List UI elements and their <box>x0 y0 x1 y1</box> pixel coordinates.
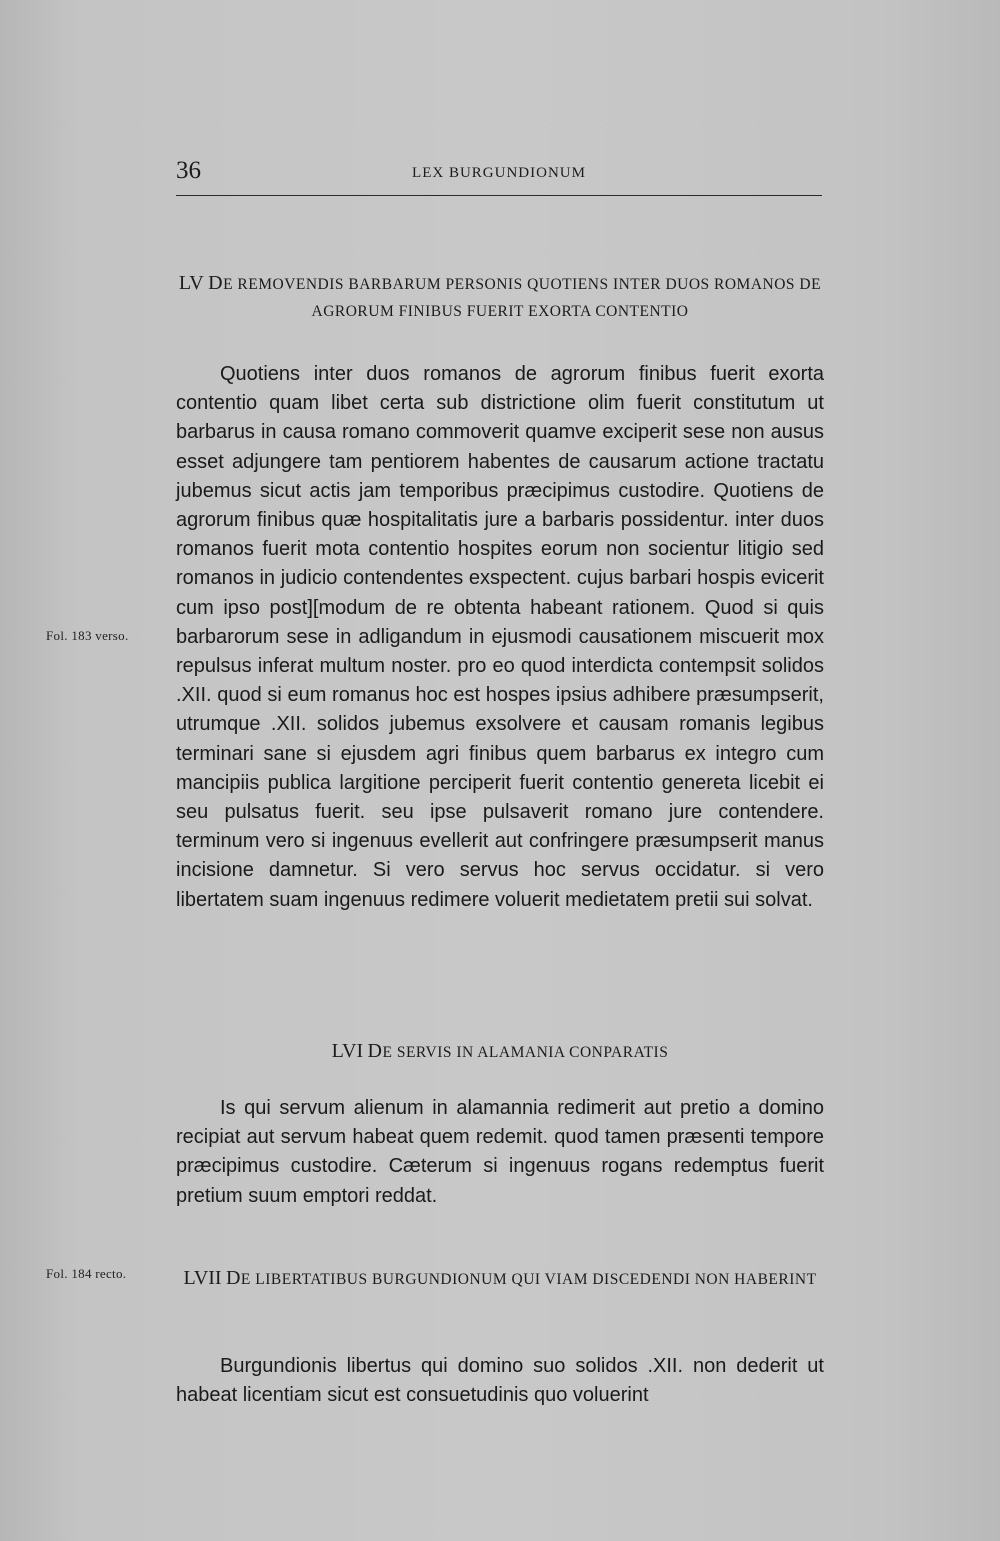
page-number: 36 <box>176 157 201 184</box>
section-heading-lv <box>176 270 824 325</box>
folio-note-184-recto: Fol. 184 recto. <box>46 1266 127 1281</box>
running-title: LEX BURGUNDIONUM <box>412 165 586 181</box>
section-title-initial: D <box>367 1040 383 1062</box>
section-text-lvi: Is qui servum alienum in alamannia redimerit aut pretio a domino recipiat aut servum habeat quem redemit. quod tamen præsenti tempore præcipimus custodire. Cæterum si ingenuus rogans redemptus fuerit pretium suum emptori reddat. <box>176 1097 824 1207</box>
section-text-lv: Quotiens inter duos romanos de agrorum finibus fuerit exorta contentio quam libet certa sub districtione olim fuerit constitutum ut barbarus in causa romano commoverit quamve exciperit sese non ausus esset adjungere tam pentiorem habentes de causarum actione tractatu jubemus sicut actis jam temporibus præcipimus custodire. Quotiens de agrorum finibus quæ hospitalitatis jure a barbaris possidentur. inter duos romanos fuerit mota contentio hospites eorum non socientur litigio sed romanos in judicio contendentes exspectent. cujus barbari hospis evicerit cum ipso post][modum de re obtenta habeant rationem. Quod si quis barbarorum sese in adligandum in ejusmodi causationem miscuerit mox repulsus inferat multum noster. pro eo quod interdicta contempsit solidos .XII. quod si eum romanus hoc est hospes ipsius adhibere præsumpserit, utrumque .XII. solidos jubemus exsolvere et causam romanis legibus terminari sane si ejusdem agri finibus quem barbarus ex integro cum mancipiis publica largitione perciperit fuerit contentio genereta licebit ei seu pulsatus fuerit. seu ipse pulsaverit romano jure contendere. terminum vero si ingenuus evellerit aut confringere præsumpserit manus incisione damnetur. Si vero servus hoc servus occidatur. si vero libertatem suam ingenuus redimere voluerit medietatem pretii sui solvat. <box>176 363 824 911</box>
section-text-lvii: Burgundionis libertus qui domino suo solidos .XII. non dederit ut habeat licentiam sicut est consuetudinis quo voluerint <box>176 1355 824 1407</box>
folio-note-183-verso: Fol. 183 verso. <box>46 628 129 643</box>
section-title: E LIBERTATIBUS BURGUNDIONUM QUI VIAM DISCEDENDI NON HABERINT <box>240 1271 817 1288</box>
section-heading-lvi <box>176 1038 824 1066</box>
section-title-initial: D <box>225 1267 241 1289</box>
page-header <box>176 155 822 196</box>
section-number: LVII <box>183 1267 222 1289</box>
section-title-initial: D <box>208 272 224 294</box>
section-number: LV <box>178 272 204 294</box>
section-number: LVI <box>331 1040 364 1062</box>
section-title: E REMOVENDIS BARBARUM PERSONIS QUOTIENS INTER DUOS ROMANOS DE AGRORUM FINIBUS FUERIT EXORTA CONTENTIO <box>223 276 822 320</box>
section-title: E SERVIS IN ALAMANIA CONPARATIS <box>382 1044 669 1061</box>
section-heading-lvii <box>176 1265 824 1293</box>
